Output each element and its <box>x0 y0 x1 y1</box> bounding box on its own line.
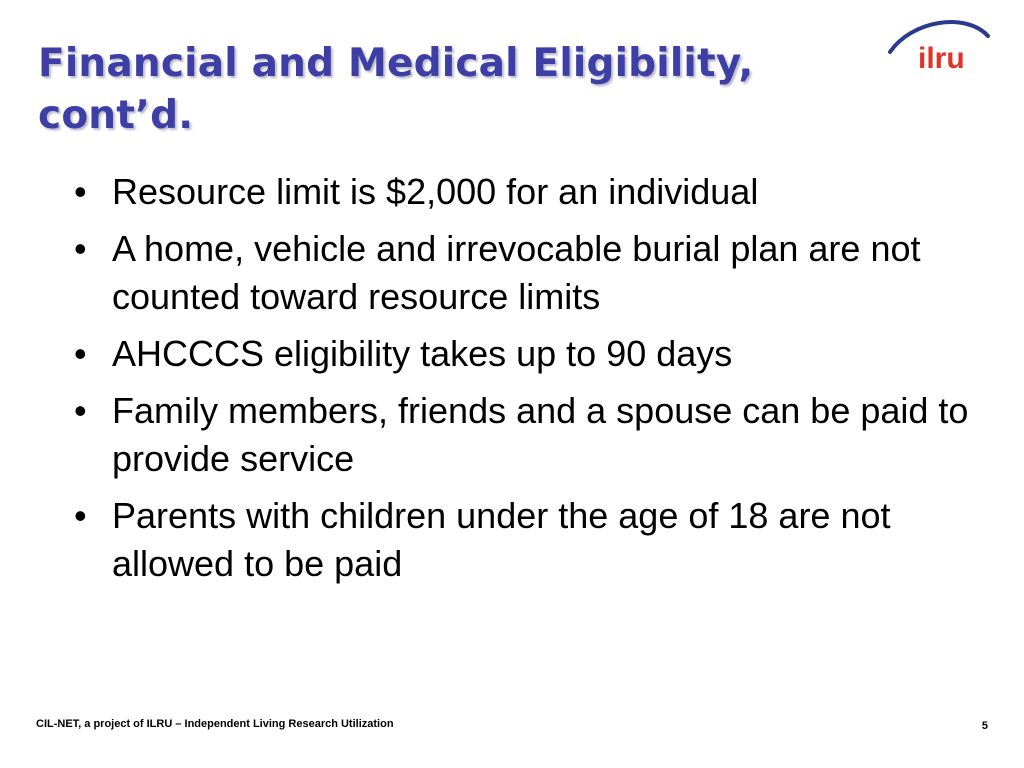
slide-title-line-1: Financial and Medical Eligibility, <box>38 41 754 86</box>
bullet-dot: • <box>74 171 87 212</box>
bullet-text: AHCCCS eligibility takes up to 90 days <box>112 333 733 374</box>
page-number: 5 <box>981 720 988 732</box>
bullet-list <box>70 168 1015 597</box>
slide-title <box>38 38 798 142</box>
ilru-logo <box>884 14 994 76</box>
bullet-item <box>70 330 1015 378</box>
bullet-text: Resource limit is $2,000 for an individual <box>112 171 759 212</box>
bullet-item <box>70 492 1015 588</box>
bullet-text: A home, vehicle and irrevocable burial plan are not counted toward resource limits <box>112 228 921 317</box>
bullet-item <box>70 225 1015 321</box>
bullet-item <box>70 387 1015 483</box>
bullet-dot: • <box>74 390 87 431</box>
logo-text: ilru <box>918 42 965 75</box>
bullet-dot: • <box>74 333 87 374</box>
bullet-text: Family members, friends and a spouse can be paid to provide service <box>112 390 969 479</box>
footer-credit: CIL-NET, a project of ILRU – Independent Living Research Utilization <box>36 718 394 730</box>
bullet-dot: • <box>74 495 87 536</box>
slide-title-line-2: cont’d. <box>38 93 194 138</box>
bullet-item <box>70 168 1015 216</box>
bullet-dot: • <box>74 228 87 269</box>
bullet-text: Parents with children under the age of 18 are not allowed to be paid <box>112 495 891 584</box>
